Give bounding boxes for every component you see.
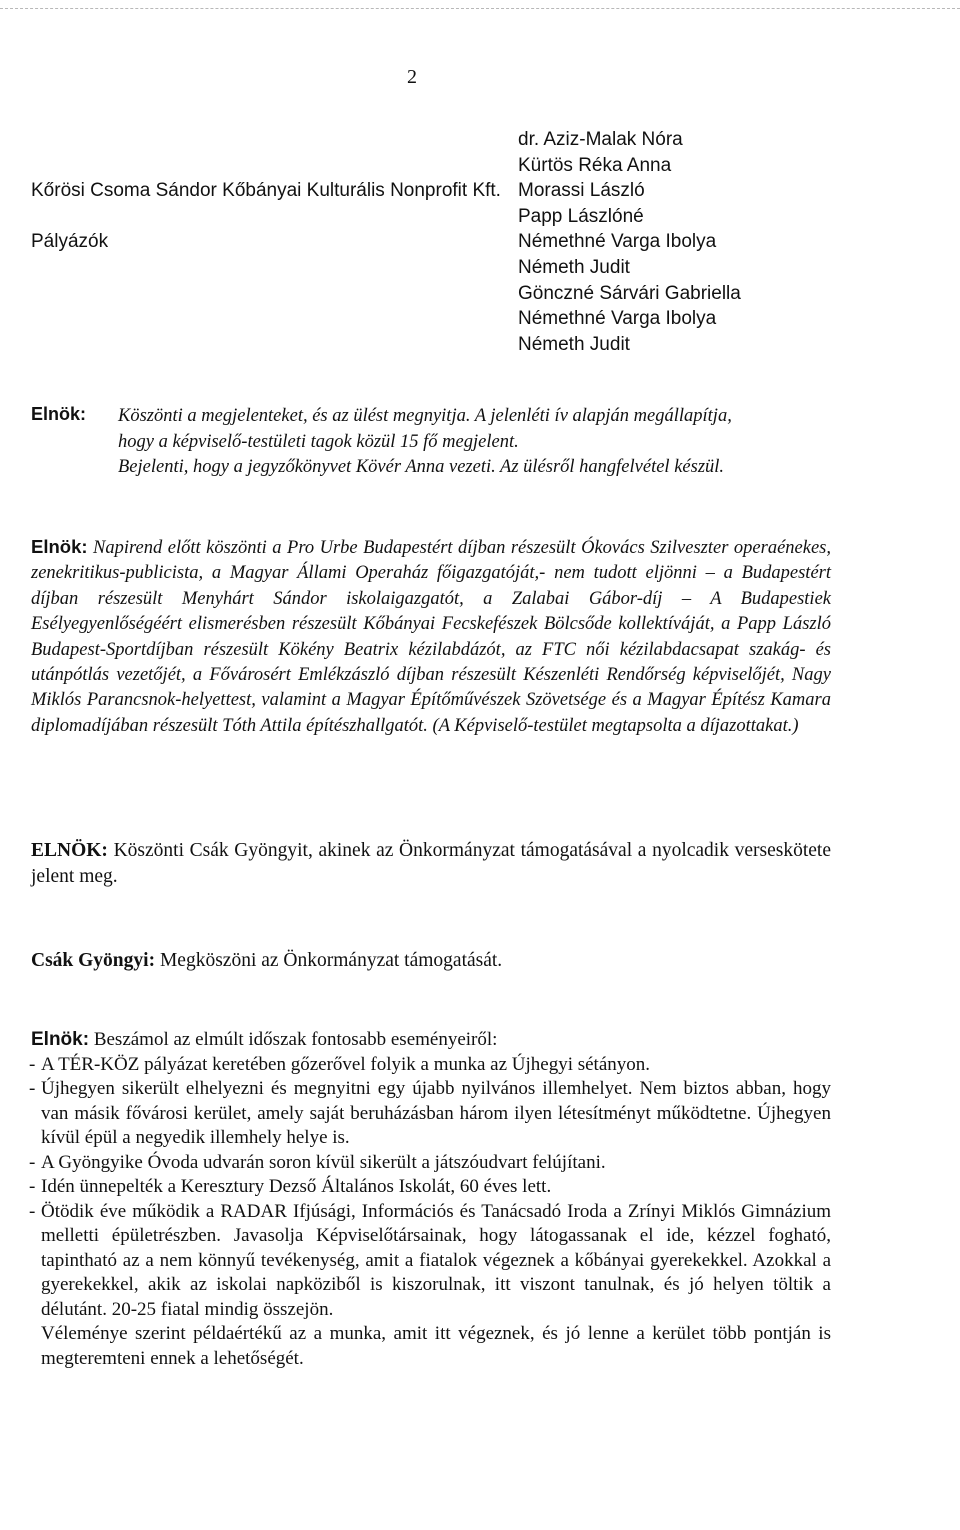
speaker-label: Csák Gyöngyi: xyxy=(31,950,156,971)
attendee-name: Németh Judit xyxy=(518,256,630,278)
list-item-text: A TÉR-KÖZ pályázat keretében gőzerővel folyik a munka az Újhegyi sétányon. xyxy=(41,1053,651,1075)
header-left-line xyxy=(31,153,501,179)
greeting-section xyxy=(31,838,831,890)
paragraph xyxy=(31,534,831,739)
speaker-label: ELNÖK: xyxy=(31,840,108,861)
attendee-name: Kürtös Réka Anna xyxy=(518,154,672,176)
speaker-label: Elnök: xyxy=(31,536,88,557)
paragraph-text: Megköszöni az Önkormányzat támogatását. xyxy=(155,950,503,971)
paragraph-line: Köszönti a megjelenteket, és az ülést megnyitja. A jelenléti ív alapján megállapítja, xyxy=(118,406,732,426)
attendee-name: Némethné Varga Ibolya xyxy=(518,231,717,253)
dash-bullet: - xyxy=(29,1200,36,1222)
list-item xyxy=(31,1053,831,1078)
paragraph xyxy=(31,838,831,890)
thanks-section xyxy=(31,948,831,974)
list-item-text: Újhegyen sikerült elhelyezni és megnyitni egy újabb nyilvános illemhelyet. Nem biztos abban, hogy van másik fővárosi kerület, amely saját beruházásban három ilyen létesítményt működtetne. Újhegyen kívül épül a negyedik illemhely helye is. xyxy=(41,1078,831,1148)
header-right-column xyxy=(518,127,741,357)
list-item xyxy=(31,1175,831,1200)
header-left-column xyxy=(31,127,501,255)
dash-bullet: - xyxy=(29,1078,36,1099)
paragraph-line: hogy a képviselő-testületi tagok közül 15 fő megjelent. xyxy=(118,431,519,452)
list-item-text: Ötödik éve működik a RADAR Ifjúsági, Információs és Tanácsadó Iroda a Zrínyi Miklós Gimnázium melletti épületrészben. Javasolja Képviselőtársainak, hogy látogassanak el ide, kézzel fogható, tapintható az a nem könnyű tevékenység, amit a fiatalok végeznek a kőbányai gyerekekkel. Azokkal a gyerekekkel, akik az iskolai napköziből is kiszorulnak, itt viszont tanulnak, és jó helyen töltik a délutánt. 20-25 fiatal mindig összejön. xyxy=(41,1200,831,1320)
page-number: 2 xyxy=(407,66,417,88)
header-left-line xyxy=(31,127,501,153)
opening-text xyxy=(118,404,878,481)
report-section xyxy=(31,1028,831,1371)
attendee-name: Gönczné Sárvári Gabriella xyxy=(518,282,741,304)
dash-bullet: - xyxy=(29,1151,36,1173)
pre-agenda-section xyxy=(31,534,831,739)
speaker-label: Elnök: xyxy=(31,1029,90,1050)
paragraph xyxy=(31,1028,831,1053)
paragraph xyxy=(31,948,831,974)
paragraph-line: Bejelenti, hogy a jegyzőkönyvet Kövér Anna vezeti. Az ülésről hangfelvétel készül. xyxy=(118,457,725,477)
list-item xyxy=(31,1200,831,1323)
list-item-text: Idén ünnepelték a Keresztury Dezső Általános Iskolát, 60 éves lett. xyxy=(41,1176,552,1197)
top-rule xyxy=(0,8,960,9)
paragraph-text: Köszönti Csák Gyöngyit, akinek az Önkormányzat támogatásával a nyolcadik verseskötete jelent meg. xyxy=(31,840,831,887)
closing-paragraph: Véleménye szerint példaértékű az a munka, amit itt végeznek, és jó lenne a kerület több pontján is megteremteni ennek a lehetőségét. xyxy=(41,1323,831,1369)
header-left-line xyxy=(31,204,501,230)
attendee-name: Némethné Varga Ibolya xyxy=(518,308,717,330)
dash-bullet: - xyxy=(29,1053,36,1075)
header-left-line-applicants: Pályázók xyxy=(31,231,109,253)
header-left-line-organization: Kőrösi Csoma Sándor Kőbányai Kulturális Nonprofit Kft. xyxy=(31,180,501,202)
dash-bullet: - xyxy=(29,1176,36,1197)
attendee-name: Papp Lászlóné xyxy=(518,205,644,227)
attendee-name: dr. Aziz-Malak Nóra xyxy=(518,129,683,150)
paragraph-text: Beszámol az elmúlt időszak fontosabb eseményeiről: xyxy=(89,1029,498,1050)
list-item xyxy=(31,1077,831,1151)
list-item-text: A Gyöngyike Óvoda udvarán soron kívül sikerült a játszóudvart felújítani. xyxy=(41,1151,606,1173)
attendee-name: Németh Judit xyxy=(518,333,630,355)
event-list xyxy=(31,1053,831,1323)
attendee-name: Morassi László xyxy=(518,180,645,202)
speaker-label: Elnök: xyxy=(31,404,87,424)
list-item xyxy=(31,1151,831,1176)
paragraph-text: Napirend előtt köszönti a Pro Urbe Budapestért díjban részesült Ókovács Szilveszter operaénekes, zenekritikus-publicista, a Magyar Állami Operaház főigazgatóját,- nem tudott eljönni – a Budapestért díjban részesült Menyhárt Sándor iskolaigazgatót, a Zalabai Gábor-díj – A Budapestiek Esélyegyenlőségéért elismerésben részesült Kőbányai Fecskefészek Bölcsőde kollektíváját, a Papp László Budapest-Sportdíjban részesült Kökény Beatrix kézilabdázót, az FTC női kézilabdacsapat szakág- és utánpótlás vezetőjét, a Fővárosért Emlékzászló díjban részesült Készenléti Rendőrség képviselőjét, Nagy Miklós Parancsnok-helyettest, valamint a Magyar Építőművészek Szövetsége és a Magyar Építész Kamara diplomadíjában részesült Tóth Attila építészhallgatót. (A Képviselő-testület megtapsolta a díjazottakat.) xyxy=(31,538,831,736)
